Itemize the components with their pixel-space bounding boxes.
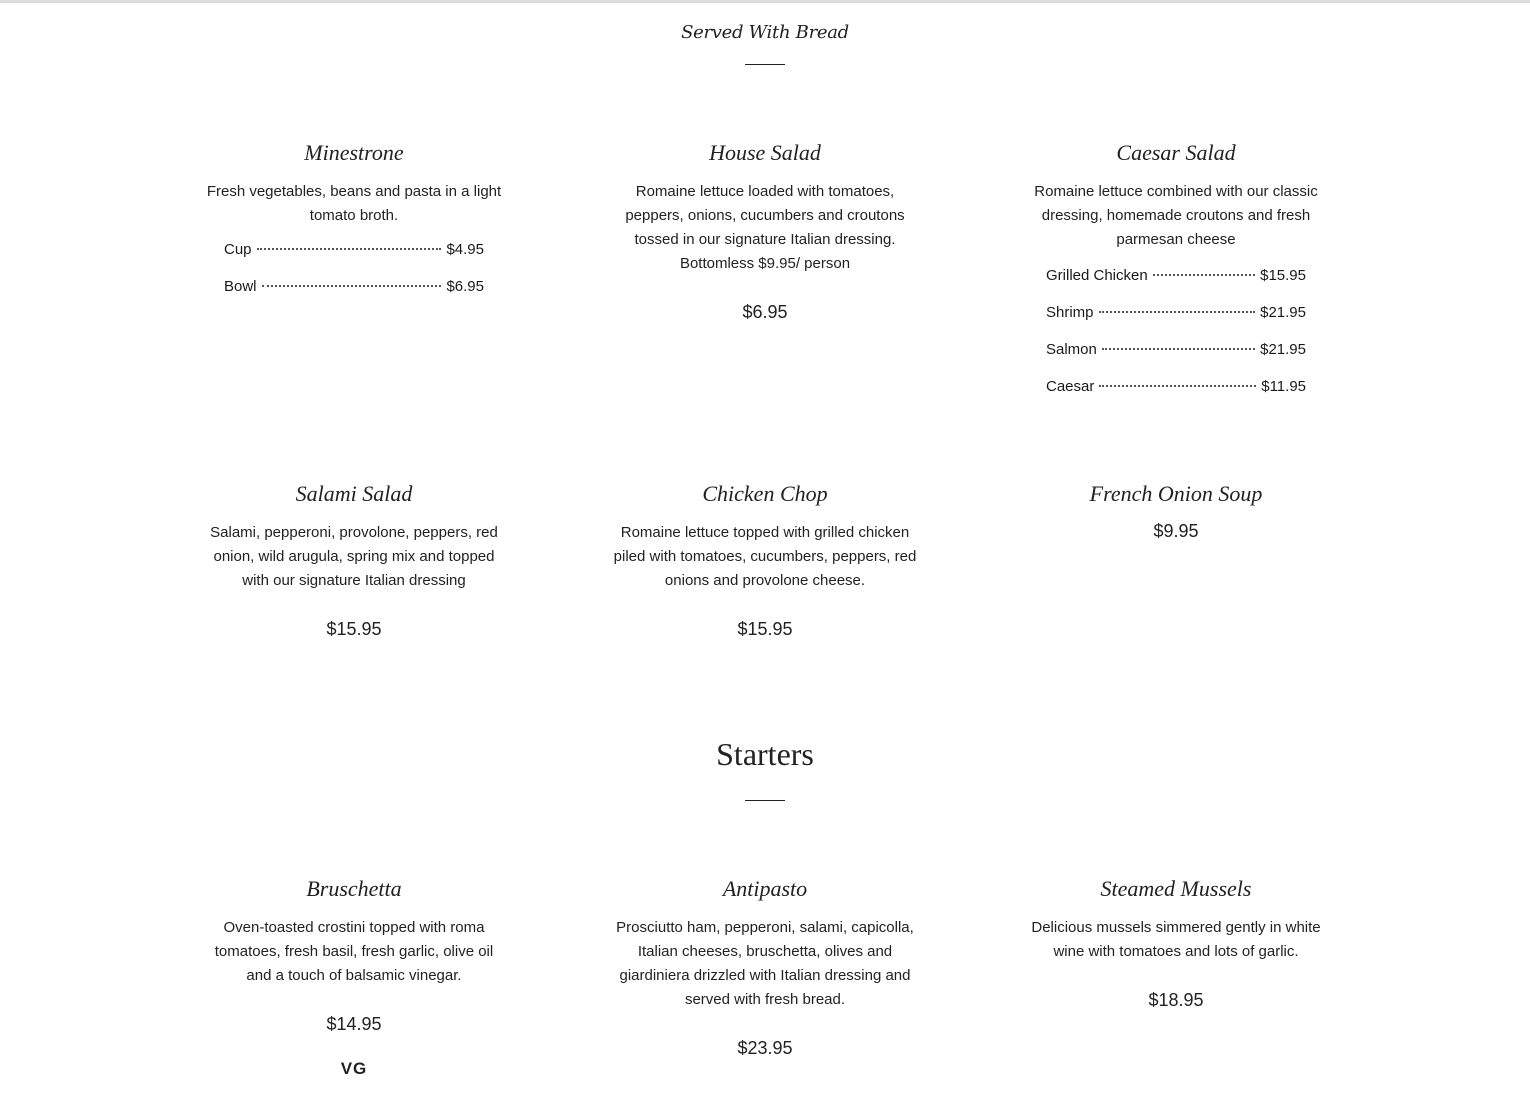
item-name: Salami Salad [295, 481, 413, 506]
section-divider [745, 64, 785, 65]
top-border [0, 0, 1530, 3]
option-price: $21.95 [1260, 341, 1306, 358]
section-subtitle: Served With Bread [681, 22, 849, 43]
dot-leader [257, 248, 442, 250]
item-name: House Salad [709, 140, 821, 165]
item-name: Chicken Chop [702, 481, 828, 506]
menu-item-steamed-mussels [1026, 876, 1326, 1011]
item-price: $14.95 [326, 1014, 382, 1034]
price-option-row [1046, 338, 1306, 362]
menu-item-chicken-chop [610, 481, 920, 640]
item-price: $18.95 [1148, 990, 1204, 1010]
item-description: Romaine lettuce loaded with tomatoes, peppers, onions, cucumbers and croutons tossed in our signature Italian dressing. Bottomless $9.95/ person [625, 183, 905, 272]
item-price: $23.95 [737, 1038, 793, 1058]
item-price: $15.95 [737, 619, 793, 639]
price-options [224, 238, 484, 299]
item-description: Fresh vegetables, beans and pasta in a light tomato broth. [206, 183, 502, 224]
price-option-row [1046, 264, 1306, 288]
option-label: Caesar [1046, 378, 1095, 395]
item-name: Bruschetta [306, 876, 402, 901]
menu-item-bruschetta [204, 876, 504, 1079]
dot-leader [1153, 274, 1255, 276]
option-price: $11.95 [1261, 378, 1306, 395]
option-price: $21.95 [1260, 304, 1306, 321]
item-name: French Onion Soup [1089, 481, 1263, 506]
option-label: Shrimp [1046, 304, 1094, 321]
menu-item-antipasto [615, 876, 915, 1059]
item-name: Antipasto [722, 876, 808, 901]
menu-item-minestrone [204, 140, 504, 312]
price-option-row [1046, 301, 1306, 325]
menu-item-house-salad [615, 140, 915, 323]
dot-leader [1102, 348, 1255, 350]
dot-leader [262, 285, 442, 287]
section-title: Starters [716, 736, 814, 772]
item-description: Oven-toasted crostini topped with roma tomatoes, fresh basil, fresh garlic, olive oil and a touch of balsamic vinegar. [214, 919, 494, 984]
menu-item-salami-salad [204, 481, 504, 640]
item-description: Romaine lettuce topped with grilled chicken piled with tomatoes, cucumbers, peppers, red onions and provolone cheese. [613, 524, 917, 589]
menu-item-french-onion-soup [1026, 481, 1326, 542]
section-divider [745, 800, 785, 801]
option-label: Grilled Chicken [1046, 267, 1148, 284]
item-description: Delicious mussels simmered gently in white wine with tomatoes and lots of garlic. [1031, 919, 1321, 960]
option-label: Bowl [224, 278, 257, 295]
vegetarian-badge: VG [340, 1059, 368, 1078]
item-price: $15.95 [326, 619, 382, 639]
option-price: $15.95 [1260, 267, 1306, 284]
price-option-row [224, 275, 484, 299]
item-description: Salami, pepperoni, provolone, peppers, red onion, wild arugula, spring mix and topped with our signature Italian dressing [210, 524, 498, 589]
option-label: Salmon [1046, 341, 1097, 358]
item-name: Caesar Salad [1116, 140, 1236, 165]
price-option-row [1046, 375, 1306, 399]
item-name: Minestrone [304, 140, 404, 165]
item-description: Prosciutto ham, pepperoni, salami, capicolla, Italian cheeses, bruschetta, olives and giardiniera drizzled with Italian dressing and served with fresh bread. [616, 919, 914, 1008]
item-description: Romaine lettuce combined with our classic dressing, homemade croutons and fresh parmesan cheese [1034, 183, 1318, 248]
option-label: Cup [224, 241, 252, 258]
dot-leader [1099, 385, 1256, 387]
item-name: Steamed Mussels [1100, 876, 1252, 901]
option-price: $6.95 [446, 278, 484, 295]
dot-leader [1099, 311, 1256, 313]
menu-item-caesar-salad [1026, 140, 1326, 412]
option-price: $4.95 [446, 241, 484, 258]
item-price: $6.95 [742, 302, 788, 322]
item-price: $9.95 [1153, 521, 1199, 541]
price-options [1046, 264, 1306, 399]
price-option-row [224, 238, 484, 262]
